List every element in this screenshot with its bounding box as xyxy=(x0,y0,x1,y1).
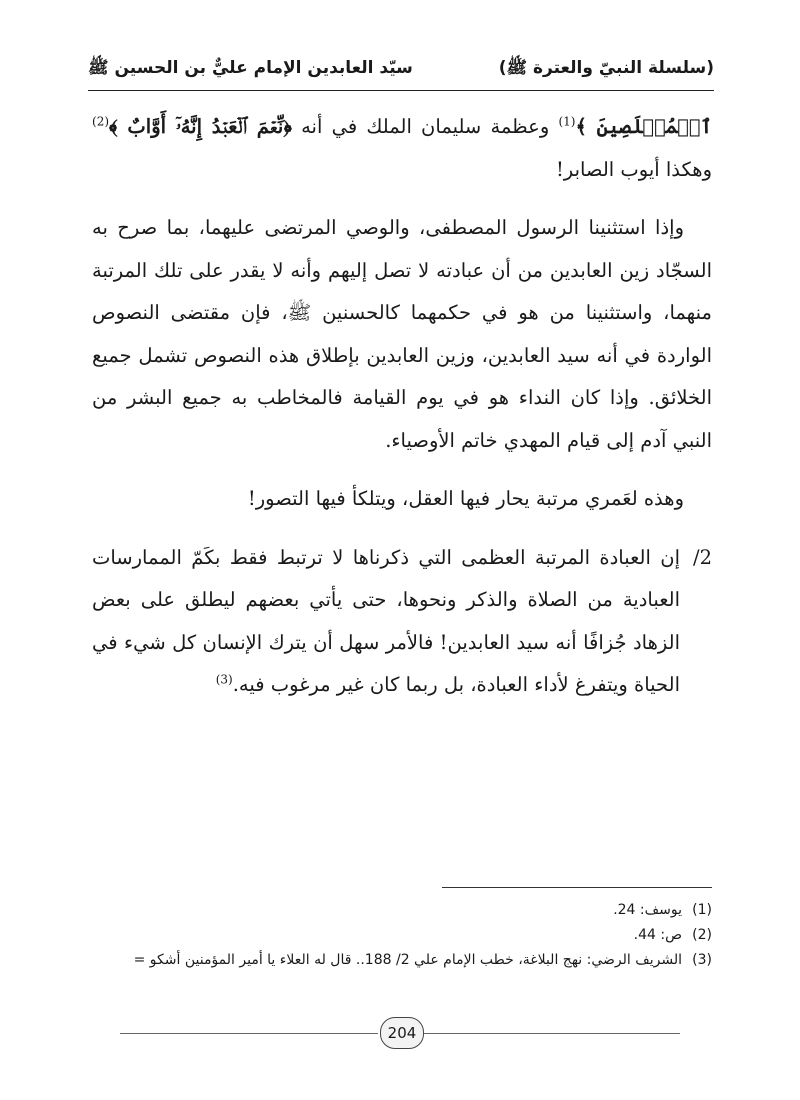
quran-verse-mukhlasin: ٱلۡمُخۡلَصِينَ ﴾ xyxy=(575,115,713,138)
list-item-number: 2/ xyxy=(693,545,712,569)
series-title: (سلسلة النبيّ والعترة ﷺ) xyxy=(498,57,714,78)
footnote-number: (3) xyxy=(692,952,712,968)
paragraph-rank: وهذه لعَمري مرتبة يحار فيها العقل، ويتلكأ فيها التصور! xyxy=(247,487,684,510)
footnote-2 xyxy=(60,923,712,948)
page-number-badge: 204 xyxy=(380,1017,424,1049)
footer-rule-right xyxy=(424,1033,680,1034)
list-item-text: إن العبادة المرتبة العظمى التي ذكرناها لا ترتبط فقط بكَمّ الممارسات العبادية من الصلاة والذكر ونحوها، حتى يأتي بعضهم ليطلق على بعض الزهاد جُزافًا أنه سيد العابدين! فالأمر سهل أن يترك الإنسان كل شيء في الحياة ويتفرغ لأداء العبادة، بل ربما كان غير مرغوب فيه. xyxy=(92,545,680,696)
list-item-2 xyxy=(92,537,712,707)
footnote-ref-3[interactable]: (3) xyxy=(215,672,233,687)
footnote-3 xyxy=(60,948,712,973)
footnote-1 xyxy=(60,898,712,923)
footer-rule-left xyxy=(120,1033,378,1034)
footnote-separator xyxy=(442,887,712,888)
footnote-text: الشريف الرضي: نهج البلاغة، خطب الإمام علي 2/ 188.. قال له العلاء يا أمير المؤمنين أشكو = xyxy=(133,952,682,968)
quran-verse-awwab: ﴿نِّعۡمَ ٱلۡعَبۡدُ إِنَّهُۥٓ أَوَّابٌ ﴾ xyxy=(109,115,292,138)
footnote-ref-2[interactable]: (2) xyxy=(92,114,110,129)
main-text xyxy=(92,106,712,707)
footnote-text: يوسف: 24. xyxy=(613,902,682,918)
paragraph-text: وهكذا أيوب الصابر! xyxy=(555,157,712,181)
chapter-title: سيّد العابدين الإمام عليٌّ بن الحسين ﷺ xyxy=(88,57,413,78)
paragraph-text: وعظمة سليمان الملك في أنه xyxy=(291,115,559,138)
footnote-number: (1) xyxy=(692,902,712,918)
running-header xyxy=(88,54,714,91)
footnote-number: (2) xyxy=(692,927,712,943)
footnote-ref-1[interactable]: (1) xyxy=(558,114,576,129)
footnote-text: ص: 44. xyxy=(633,927,682,943)
footnotes xyxy=(60,898,712,973)
paragraph-quran-citation xyxy=(92,106,712,191)
paragraph-exception: وإذا استثنينا الرسول المصطفى، والوصي المرتضى عليهما، بما صرح به السجّاد زين العابدين من أن عبادته لا تصل إليهم وأنه لا يقدر على تلك المرتبة منهما، واستثنينا من هو في حكمهما كالحسنين ﷺ، فإن مقتضى النصوص الواردة في أنه سيد العابدين، وزين العابدين بإطلاق هذه النصوص تشمل جميع الخلائق. وإذا كان النداء هو في يوم القيامة فالمخاطب به جميع البشر من النبي آدم إلى قيام المهدي خاتم الأوصياء. xyxy=(92,216,712,452)
